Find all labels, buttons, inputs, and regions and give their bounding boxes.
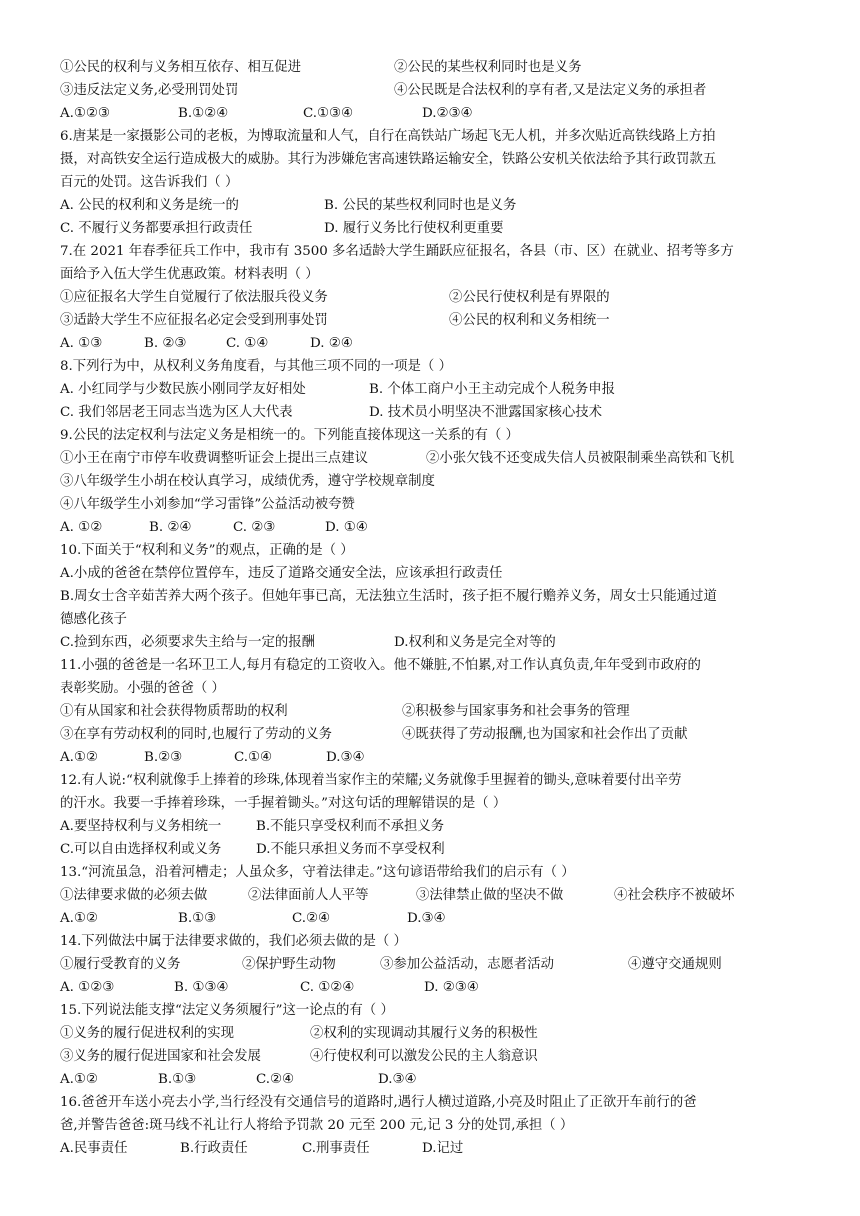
- statement-text: ③义务的履行促进国家和社会发展: [60, 1049, 261, 1064]
- choice-b: B. ②③: [144, 336, 187, 351]
- option-text: ③违反法定义务,必受刑罚处罚: [60, 83, 239, 98]
- choice-d: D.③④: [326, 750, 365, 765]
- stem-text: 6.唐某是一家摄影公司的老板，为博取流量和人气，自行在高铁站广场起飞无人机，并多次贴近高铁线路上方拍: [60, 129, 716, 144]
- statement-text: ②保护野生动物: [242, 957, 336, 972]
- choice-a: A. ①③: [60, 336, 103, 351]
- statement-text: ①履行受教育的义务: [60, 957, 181, 972]
- choice-b: B.行政责任: [180, 1141, 248, 1156]
- choice-d: D.记过: [422, 1141, 464, 1156]
- stem-text: 面给予入伍大学生优惠政策。材料表明（ ）: [60, 267, 319, 282]
- statement-text: ②小张欠钱不还变成失信人员被限制乘坐高铁和飞机: [426, 451, 734, 466]
- choice-a: A.①②: [60, 911, 98, 926]
- choice-c: C.刑事责任: [302, 1141, 370, 1156]
- statement-text: ④既获得了劳动报酬,也为国家和社会作出了贡献: [402, 727, 688, 742]
- choice-d: D. ①④: [325, 520, 368, 535]
- statement-text: ③法律禁止做的坚决不做: [416, 888, 564, 903]
- choice-b: B. 个体工商户小王主动完成个人税务申报: [369, 382, 615, 397]
- statement-text: ②积极参与国家事务和社会事务的管理: [402, 704, 630, 719]
- stem-text: 15.下列说法能支撑“法定义务须履行”这一论点的有（ ）: [60, 1003, 394, 1018]
- choice-a: A. 公民的权利和义务是统一的: [60, 198, 239, 213]
- choice-a: A.小成的爸爸在禁停位置停车，违反了道路交通安全法，应该承担行政责任: [60, 566, 503, 581]
- statement-text: ③参加公益活动，志愿者活动: [380, 957, 555, 972]
- stem-text: 表彰奖励。小强的爸爸（ ）: [60, 681, 225, 696]
- choice-b: B.①③: [158, 1072, 197, 1087]
- choice-d: D. ②③④: [424, 980, 479, 995]
- option-text: ②公民的某些权利同时也是义务: [394, 60, 582, 75]
- choice-a: A. ①②: [60, 520, 103, 535]
- choice-b: B.不能只享受权利而不承担义务: [256, 819, 445, 834]
- choice-a: A.①②: [60, 750, 98, 765]
- choice-c: C. 不履行义务都要承担行政责任: [60, 221, 253, 236]
- choice-b: B.①②④: [178, 106, 229, 121]
- stem-text: 13.“河流虽急，沿着河槽走；人虽众多，守着法律走。”这句谚语带给我们的启示有（ ）: [60, 865, 575, 880]
- choice-d: D. 技术员小明坚决不泄露国家核心技术: [369, 405, 603, 420]
- choice-a: A. 小红同学与少数民族小刚同学友好相处: [60, 382, 306, 397]
- choice-c: C.①③④: [303, 106, 354, 121]
- choice-b: B. ②④: [149, 520, 192, 535]
- statement-text: ④社会秩序不被破坏: [614, 888, 735, 903]
- choice-d: D. ②④: [310, 336, 353, 351]
- choice-b: B. ①③④: [174, 980, 229, 995]
- choice-d: D. 履行义务比行使权利更重要: [324, 221, 504, 236]
- statement-text: ①小王在南宁市停车收费调整听证会上提出三点建议: [60, 451, 368, 466]
- choice-b: B. 公民的某些权利同时也是义务: [324, 198, 517, 213]
- statement-text: ④遵守交通规则: [628, 957, 722, 972]
- stem-text: 14.下列做法中属于法律要求做的，我们必须去做的是（ ）: [60, 934, 407, 949]
- choice-c: C.①④: [234, 750, 273, 765]
- choice-b: B.周女士含辛茹苦养大两个孩子。但她年事已高，无法独立生活时，孩子拒不履行赡养义务，周女士只能通过道: [60, 589, 717, 604]
- stem-text: 百元的处罚。这告诉我们（ ）: [60, 175, 239, 190]
- choice-c: C. ②③: [233, 520, 276, 535]
- choice-a: A.①②③: [60, 106, 110, 121]
- choice-b: B.②③: [144, 750, 183, 765]
- statement-text: ③在享有劳动权利的同时,也履行了劳动的义务: [60, 727, 333, 742]
- statement-text: ①有从国家和社会获得物质帮助的权利: [60, 704, 288, 719]
- statement-text: ①应征报名大学生自觉履行了依法服兵役义务: [60, 290, 328, 305]
- choice-c: C. ①②④: [300, 980, 355, 995]
- choice-c: C.②④: [256, 1072, 295, 1087]
- statement-text: ②法律面前人人平等: [248, 888, 369, 903]
- choice-c: C.可以自由选择权利或义务: [60, 842, 222, 857]
- choice-c: C. ①④: [226, 336, 269, 351]
- stem-text: 10.下面关于“权利和义务”的观点，正确的是（ ）: [60, 543, 354, 558]
- choice-c: C.②④: [292, 911, 331, 926]
- choice-b: B.①③: [178, 911, 217, 926]
- choice-d: D.②③④: [422, 106, 473, 121]
- stem-text: 爸,并警告爸爸:斑马线不礼让行人将给予罚款 20 元至 200 元,记 3 分的处罚,承担（ ）: [60, 1118, 574, 1133]
- statement-text: ③八年级学生小胡在校认真学习，成绩优秀，遵守学校规章制度: [60, 474, 435, 489]
- statement-text: ④行使权利可以激发公民的主人翁意识: [310, 1049, 538, 1064]
- choice-c: C.捡到东西，必须要求失主给与一定的报酬: [60, 635, 316, 650]
- stem-text: 12.有人说:“权利就像手上捧着的珍珠,体现着当家作主的荣耀;义务就像手里握着的锄头,意味着要付出辛劳: [60, 773, 682, 788]
- choice-b-cont: 德感化孩子: [60, 612, 127, 627]
- choice-a: A.要坚持权利与义务相统一: [60, 819, 222, 834]
- stem-text: 摄，对高铁安全运行造成极大的威胁。其行为涉嫌危害高速铁路运输安全，铁路公安机关依法给予其行政罚款五: [60, 152, 717, 167]
- choice-d: D.不能只承担义务而不享受权利: [256, 842, 445, 857]
- stem-text: 16.爸爸开车送小亮去小学,当行经没有交通信号的道路时,遇行人横过道路,小亮及时阻止了正欲开车前行的爸: [60, 1095, 697, 1110]
- choice-a: A.①②: [60, 1072, 98, 1087]
- statement-text: ④公民的权利和义务相统一: [449, 313, 610, 328]
- choice-a: A. ①②③: [60, 980, 115, 995]
- statement-text: ④八年级学生小刘参加“学习雷锋”公益活动被夸赞: [60, 497, 355, 512]
- stem-text: 9.公民的法定权利与法定义务是相统一的。下列能直接体现这一关系的有（ ）: [60, 428, 519, 443]
- stem-text: 8.下列行为中，从权利义务角度看，与其他三项不同的一项是（ ）: [60, 359, 452, 374]
- choice-c: C. 我们邻居老王同志当选为区人大代表: [60, 405, 293, 420]
- option-text: ④公民既是合法权利的享有者,又是法定义务的承担者: [394, 83, 707, 98]
- choice-a: A.民事责任: [60, 1141, 128, 1156]
- option-text: ①公民的权利与义务相互依存、相互促进: [60, 60, 302, 75]
- choice-d: D.权利和义务是完全对等的: [394, 635, 556, 650]
- statement-text: ①义务的履行促进权利的实现: [60, 1026, 235, 1041]
- statement-text: ③适龄大学生不应征报名必定会受到刑事处罚: [60, 313, 328, 328]
- statement-text: ①法律要求做的必须去做: [60, 888, 208, 903]
- statement-text: ②公民行使权利是有界限的: [449, 290, 610, 305]
- stem-text: 7.在 2021 年春季征兵工作中，我市有 3500 多名适龄大学生踊跃应征报名，各县（市、区）在就业、招考等多方: [60, 244, 734, 259]
- statement-text: ②权利的实现调动其履行义务的积极性: [310, 1026, 538, 1041]
- choice-d: D.③④: [378, 1072, 417, 1087]
- stem-text: 11.小强的爸爸是一名环卫工人,每月有稳定的工资收入。他不嫌脏,不怕累,对工作认真负责,年年受到市政府的: [60, 658, 701, 673]
- choice-d: D.③④: [407, 911, 446, 926]
- stem-text: 的汗水。我要一手捧着珍珠，一手握着锄头。”对这句话的理解错误的是（ ）: [60, 796, 507, 811]
